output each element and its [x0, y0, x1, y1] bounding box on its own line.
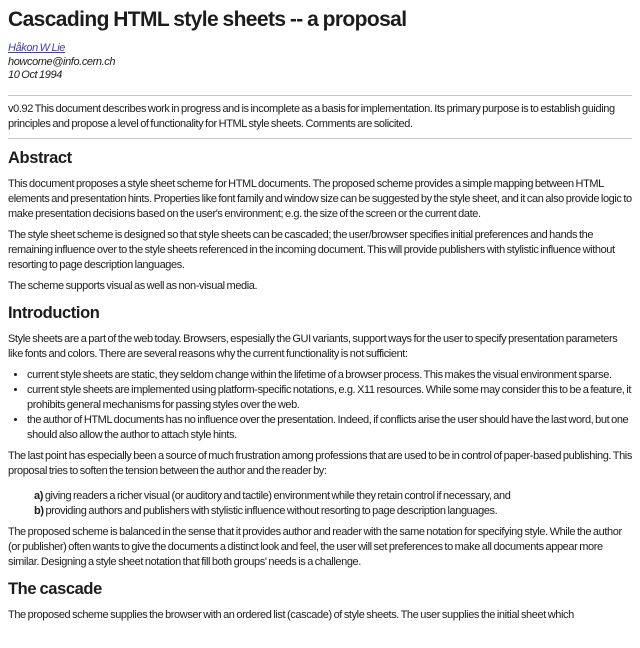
point-b-text: providing authors and publishers with stylistic influence without resorting to page description languages. — [45, 504, 498, 517]
divider-bottom — [8, 138, 632, 139]
author-link[interactable]: Håkon W Lie — [8, 42, 65, 54]
divider-top — [8, 95, 632, 96]
point-b — [34, 504, 632, 519]
point-b-label: b) — [34, 504, 44, 517]
point-a-label: a) — [34, 489, 43, 502]
goals-block — [34, 489, 632, 519]
author-email: howcome@info.cern.ch — [8, 55, 116, 68]
list-item: • current style sheets are static, they seldom change within the lifetime of a browser process. This makes the visual environment sparse. — [27, 368, 632, 383]
section-heading-cascade: The cascade — [8, 579, 102, 598]
doc-date: 10 Oct 1994 — [8, 69, 62, 81]
introduction-paragraph-1: Style sheets are a part of the web today. Browsers, espesially the GUI variants, support ways for the user to specify presentation parameters like fonts and colors. There are several reasons why the current functionality is not sufficient: — [8, 332, 618, 360]
introduction-paragraph-2: The last point has especially been a source of much frustration among professions that are used to be in control of paper-based publishing. This proposal tries to soften the tension between the author and the reader by: — [8, 449, 632, 477]
version-notice: v0.92 This document describes work in progress and is incomplete as a basis for implementation. Its primary purpose is to establish guiding principles and propose a level of functionality for HTML style sheets. Comments are solicited. — [8, 102, 615, 130]
section-heading-introduction: Introduction — [8, 303, 100, 322]
abstract-paragraph-2: The style sheet scheme is designed so that style sheets can be cascaded; the user/browser specifies initial preferences and hands the remaining influence over to the style sheets referenced in the incoming document. This will provide publishers with stylistic influence without resorting to page description languages. — [8, 228, 615, 271]
point-a-text: giving readers a richer visual (or auditory and tactile) environment while they retain control if necessary, and — [44, 489, 511, 502]
abstract-paragraph-3: The scheme supports visual as well as non-visual media. — [8, 279, 258, 292]
author-block — [8, 42, 632, 83]
point-a — [34, 489, 632, 504]
section-heading-abstract: Abstract — [8, 148, 72, 167]
introduction-paragraph-3: The proposed scheme is balanced in the sense that it provides author and reader with the same notation for specifying style. While the author (or publisher) often wants to give the documents a distinct look and feel, the user will set preferences to make all documents appear more similar. Designing a style sheet notation that fill both groups' needs is a challenge. — [8, 525, 622, 568]
list-item: • current style sheets are implemented using platform-specific notations, e.g. X11 resources. While some may consider this to be a feature, it prohibits general mechanisms for passing styles over the web. — [27, 383, 632, 413]
cascade-paragraph-1: The proposed scheme supplies the browser with an ordered list (cascade) of style sheets. The user supplies the initial sheet which — [8, 608, 574, 621]
abstract-paragraph-1: This document proposes a style sheet scheme for HTML documents. The proposed scheme provides a simple mapping between HTML elements and presentation hints. Properties like font family and window size can be suggested by the style sheet, and it can also provide logic to make presentation decisions based on the user's environment; e.g. the size of the screen or the current date. — [8, 177, 632, 220]
page-title: Cascading HTML style sheets -- a proposal — [8, 8, 407, 31]
shortcomings-list — [8, 368, 632, 443]
list-item: • the author of HTML documents has no influence over the presentation. Indeed, if conflicts arise the user should have the last word, but one should also allow the author to attach style hints. — [27, 413, 632, 443]
